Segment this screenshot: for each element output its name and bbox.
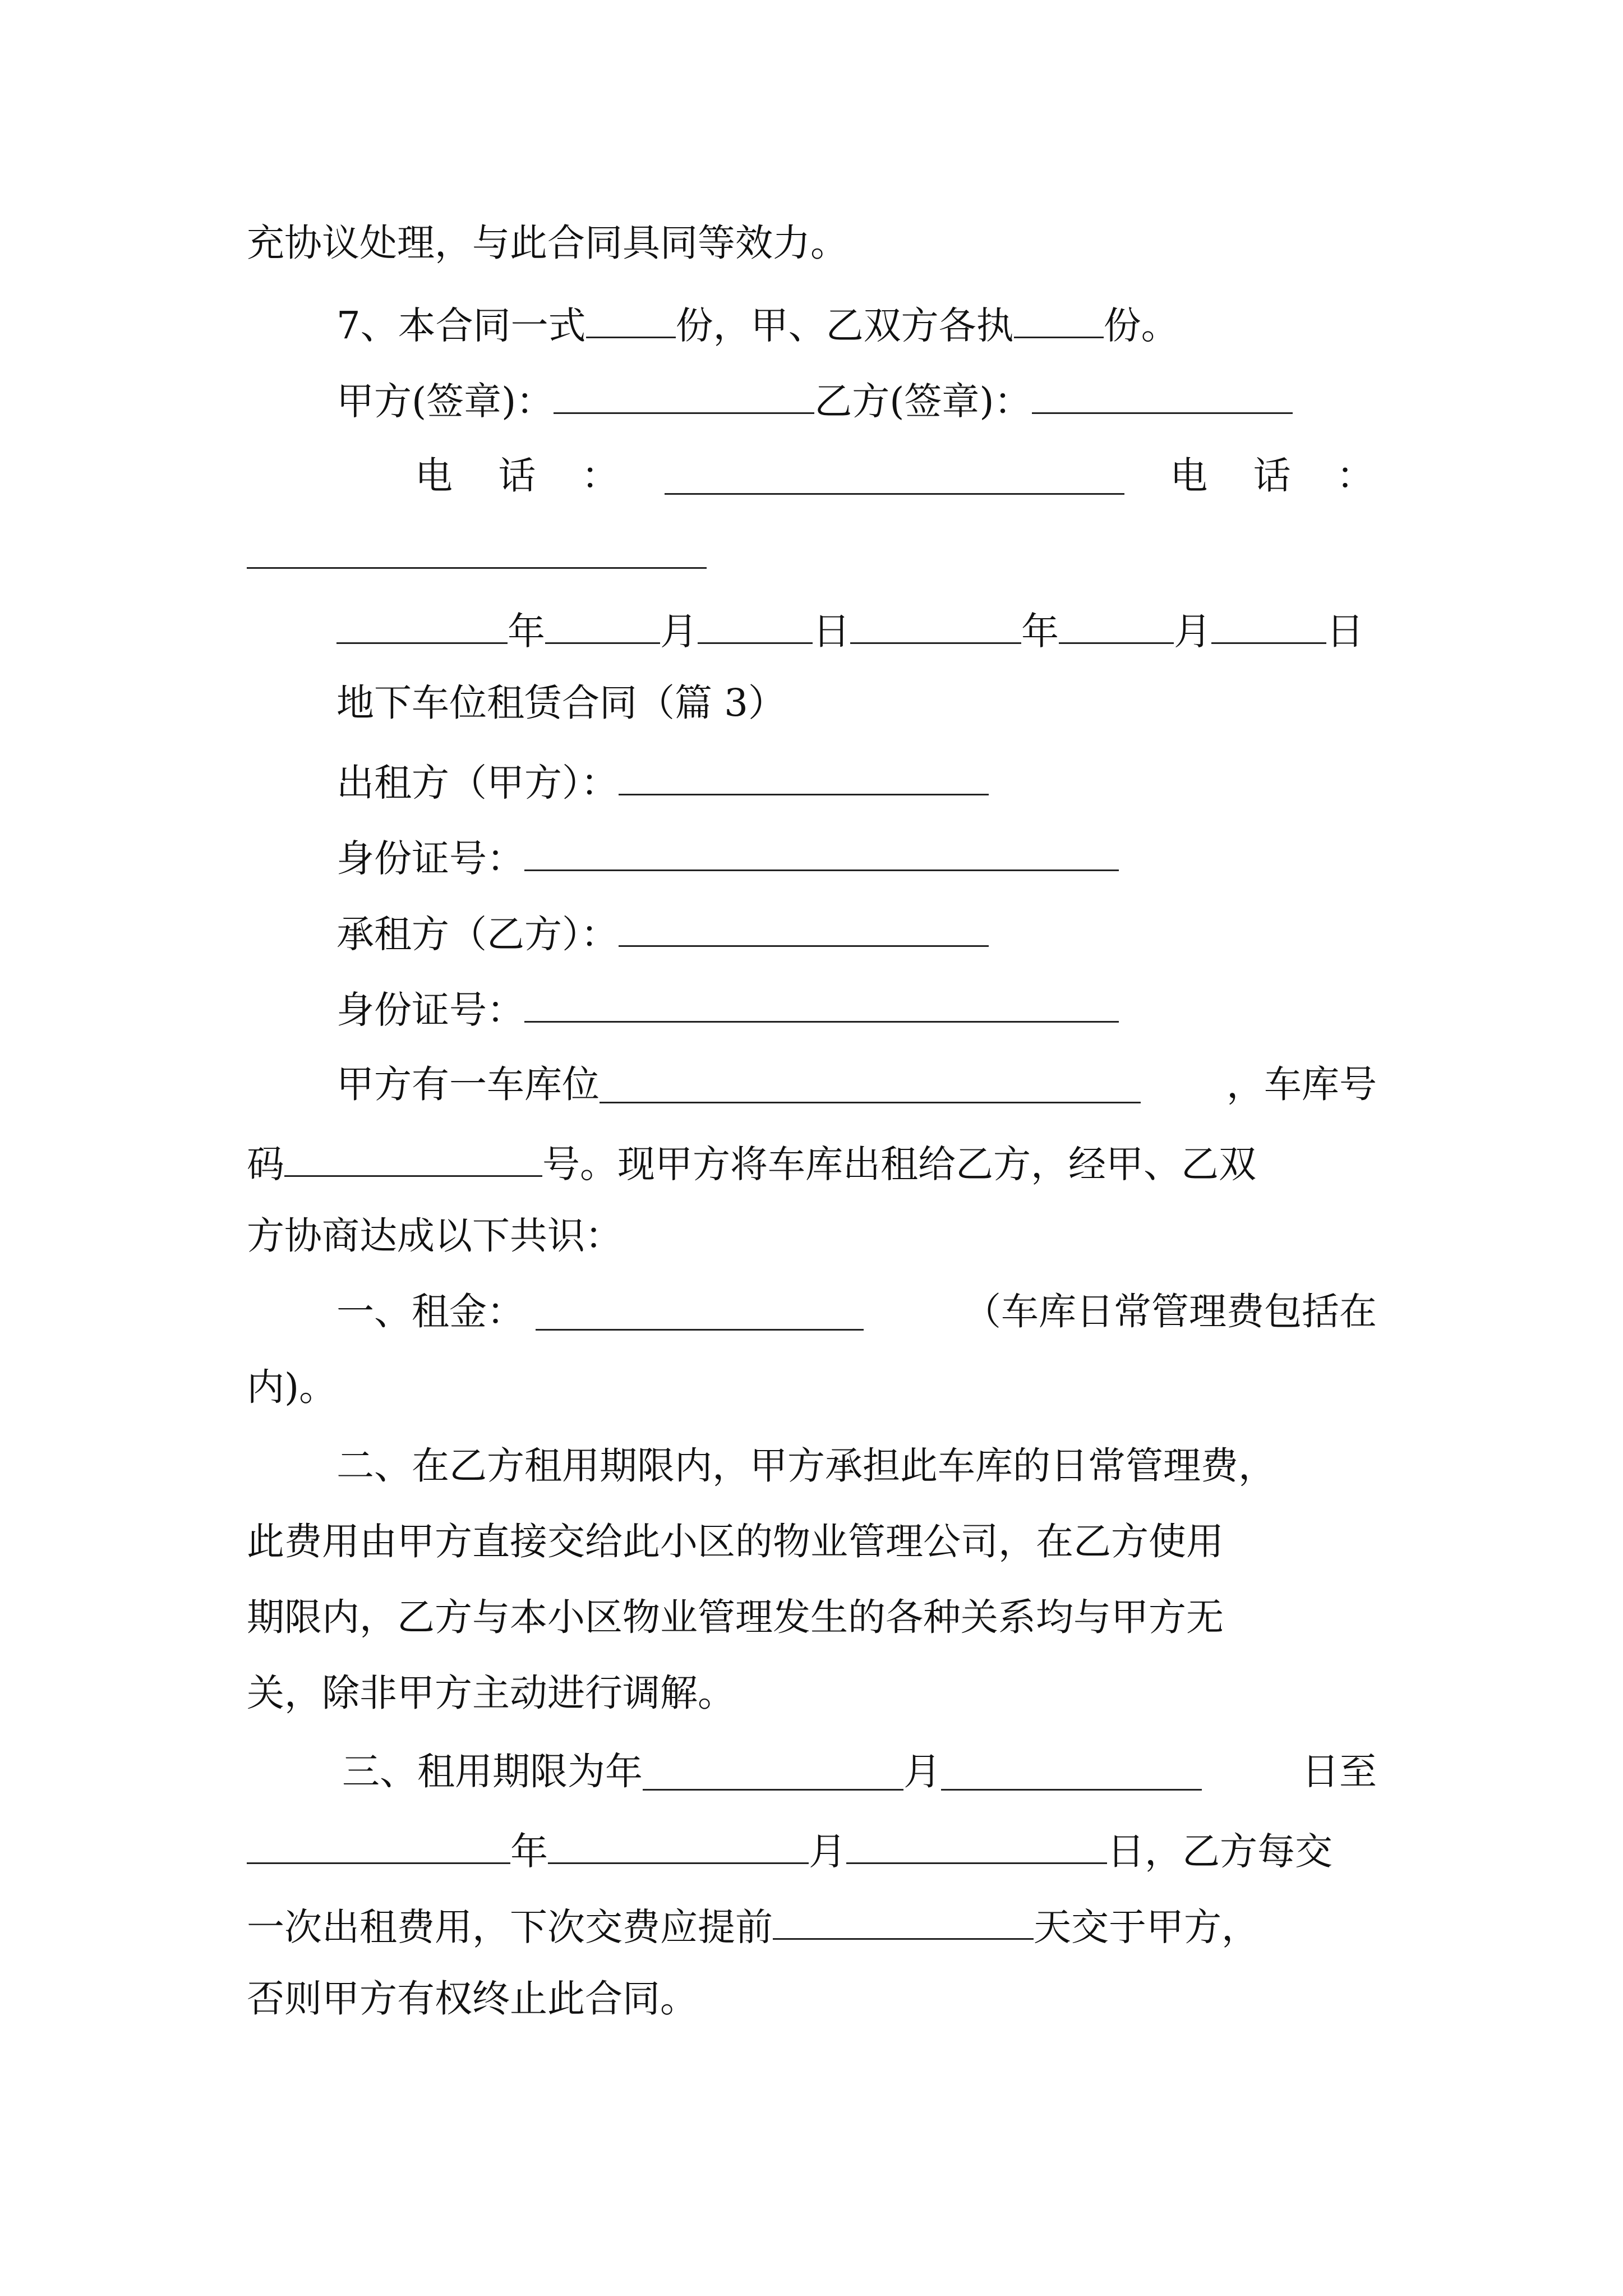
lessee-label: 承租方（乙方）： <box>336 912 619 956</box>
clause-text: 日，乙方每交 <box>1107 1829 1332 1874</box>
clause-text: 三、租用期限为年 <box>342 1750 643 1793</box>
date-year: 年 <box>1021 609 1059 654</box>
party-a-phone-blank <box>665 459 1124 495</box>
date-year: 年 <box>508 609 545 654</box>
phone-label-char: 电 <box>415 454 453 498</box>
text-line <box>247 1142 1256 1186</box>
month-blank <box>545 609 660 644</box>
clause-text: 天交于甲方， <box>1034 1905 1259 1949</box>
clause-text: 期限内，乙方与本小区物业管理发生的各种关系均与甲方无 <box>247 1595 1224 1639</box>
paragraph-text: 码 <box>247 1142 284 1186</box>
date-line <box>336 609 1364 654</box>
day-blank <box>1211 609 1326 644</box>
lessor-label: 出租方（甲方）： <box>336 761 619 805</box>
id-blank <box>524 987 1119 1023</box>
day-blank <box>846 1829 1107 1864</box>
id-label: 身份证号： <box>336 988 524 1032</box>
lessee-blank <box>619 912 989 947</box>
date-month: 月 <box>660 609 698 654</box>
clause-text: 年 <box>510 1829 548 1874</box>
party-b-signature-label: 乙方(签章)： <box>814 379 1032 424</box>
party-a-signature-label: 甲方(签章)： <box>336 379 554 424</box>
phone-label-char: 话 <box>498 454 536 498</box>
text-line <box>247 221 848 265</box>
text-line <box>247 1520 1224 1563</box>
clause-text: 日至 <box>1302 1750 1377 1793</box>
party-b-phone-blank <box>247 530 707 569</box>
lessee-line <box>336 912 989 956</box>
day-blank <box>698 609 813 644</box>
year-blank <box>336 609 508 644</box>
day-blank <box>941 1755 1202 1791</box>
clause-text: 7、本合同一式 <box>336 303 586 348</box>
text-line <box>247 1214 623 1258</box>
month-blank <box>1059 609 1174 644</box>
clause-text: 月 <box>809 1829 846 1874</box>
text-line <box>247 1977 698 2021</box>
party-b-signature-blank <box>1032 379 1293 414</box>
phone-label-char: 电 <box>1170 454 1208 498</box>
clause-text: 内)。 <box>247 1365 337 1409</box>
date-month: 月 <box>1174 609 1211 654</box>
clause-text: 否则甲方有权终止此合同。 <box>247 1977 698 2021</box>
paragraph-text: ，车库号 <box>1227 1062 1377 1106</box>
clause-text: （车库日常管理费包括在 <box>963 1290 1377 1333</box>
clause-text: 此费用由甲方直接交给此小区的物业管理公司，在乙方使用 <box>247 1520 1224 1563</box>
year-blank <box>247 1829 510 1864</box>
garage-location-blank <box>600 1068 1141 1103</box>
text-line <box>336 1062 1377 1106</box>
days-blank <box>773 1904 1034 1940</box>
phone-label-colon: ： <box>1336 454 1374 498</box>
phone-label-colon: ： <box>581 454 619 498</box>
paragraph-text: 充协议处理，与此合同具同等效力。 <box>247 221 848 265</box>
clause-text: 关，除非甲方主动进行调解。 <box>247 1671 735 1715</box>
text-line <box>336 1444 1276 1488</box>
clause-text: 二、在乙方租用期限内，甲方承担此车库的日常管理费， <box>336 1444 1276 1488</box>
clause-text: 份，甲、乙双方各执 <box>675 303 1014 348</box>
phone-line <box>415 454 1374 498</box>
clause-text: 一次出租费用，下次交费应提前 <box>247 1905 773 1949</box>
party-a-signature-blank <box>554 379 814 414</box>
blank-copies <box>586 303 676 338</box>
id-line <box>336 836 1119 881</box>
clause-text: 份。 <box>1103 303 1179 348</box>
text-line <box>247 1904 1259 1949</box>
phone-label-char: 话 <box>1253 454 1291 498</box>
month-blank <box>548 1829 809 1864</box>
signature-line <box>336 379 1293 424</box>
garage-number-blank <box>284 1142 542 1177</box>
clause-text: 月 <box>903 1750 941 1793</box>
date-day: 日 <box>1326 609 1364 654</box>
text-line <box>247 1595 1224 1639</box>
clause-text: 一、租金： <box>336 1290 524 1333</box>
year-blank <box>850 609 1021 644</box>
blank-each-copies <box>1014 303 1104 338</box>
text-line <box>336 1290 1377 1333</box>
text-line <box>247 1671 735 1715</box>
id-blank <box>524 836 1119 871</box>
month-blank <box>643 1755 903 1791</box>
date-day: 日 <box>813 609 850 654</box>
lessor-blank <box>619 760 989 795</box>
paragraph-text: 甲方有一车库位 <box>336 1062 600 1106</box>
text-line <box>247 1365 337 1409</box>
text-line <box>342 1750 1377 1793</box>
id-line <box>336 987 1119 1032</box>
text-line <box>336 303 1179 348</box>
title-text: 地下车位租赁合同（篇 3） <box>336 681 786 725</box>
contract-title <box>336 681 786 725</box>
paragraph-text: 号。现甲方将车库出租给乙方，经甲、乙双 <box>542 1142 1256 1186</box>
paragraph-text: 方协商达成以下共识： <box>247 1214 623 1258</box>
lessor-line <box>336 760 989 805</box>
id-label: 身份证号： <box>336 836 524 881</box>
text-line <box>247 1829 1332 1874</box>
rent-blank <box>536 1295 864 1331</box>
